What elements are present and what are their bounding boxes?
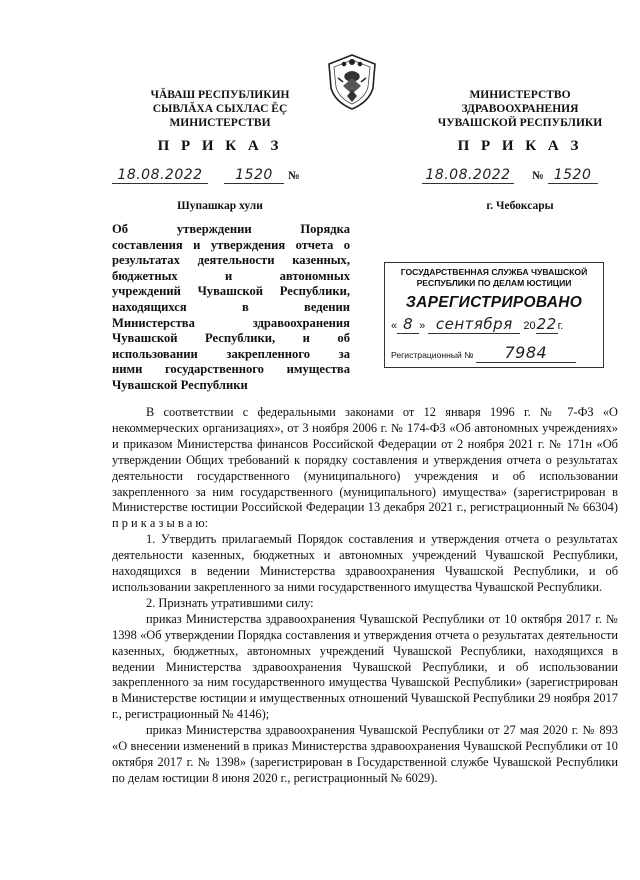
number-sign-right: №: [532, 170, 544, 182]
stamp-reg-row: [391, 343, 599, 363]
stamp-year-suffix: 22: [536, 315, 557, 333]
stamp-date-row: [391, 315, 599, 334]
title-line: Министерства здравоохранения: [112, 315, 350, 330]
number-left: 1520: [224, 167, 284, 184]
body-paragraph: приказ Министерства здравоохранения Чувашской Республики от 10 октября 2017 г. № 1398 «Об утверждении Порядка составления и утверждения отчета о результатах деятельности казенных, бюджетных, автономных учреждений Чувашской Республики, находящихся в ведении Министерства здравоохранения Чувашской Республики, и об использовании закрепленного за ним государственного имущества Чувашской Республики» (зарегистрирован в Министерстве юстиции и имущественных отношений Чувашской Республики 29 ноября 2017 г., регистрационный № 4146);: [112, 611, 618, 722]
header-right-line: ЧУВАШСКОЙ РЕСПУБЛИКИ: [437, 117, 603, 129]
number-right: 1520: [548, 167, 598, 184]
body-paragraph: приказ Министерства здравоохранения Чувашской Республики от 27 мая 2020 г. № 893 «О внесении изменений в приказ Министерства здравоохранения Чувашской Республики от 10 октября 2017 г. № 1398» (зарегистрирован в Государственной службе Чувашской Республики по делам юстиции 8 июня 2020 г., регистрационный № 6029).: [112, 723, 618, 785]
title-line: ними государственного имущества: [112, 362, 350, 377]
title-line: бюджетных и автономных: [112, 268, 350, 283]
date-number-left: [112, 166, 322, 184]
date-right: 18.08.2022: [422, 167, 514, 184]
order-word-left: П Р И К А З: [157, 138, 283, 154]
stamp-authority-line: РЕСПУБЛИКИ ПО ДЕЛАМ ЮСТИЦИИ: [416, 278, 572, 288]
title-line: составления и утверждения отчета о: [112, 237, 350, 252]
header-left-line: МИНИСТЕРСТВИ: [169, 117, 271, 129]
city-left: Шупашкар хули: [177, 200, 263, 212]
title-line: находящихся в ведении: [112, 299, 350, 314]
stamp-authority-line: ГОСУДАРСТВЕННАЯ СЛУЖБА ЧУВАШСКОЙ: [400, 267, 588, 277]
stamp-reg-label: Регистрационный №: [391, 350, 474, 360]
header-left-line: СЫВЛĂХА СЫХЛАС ĔÇ: [152, 103, 288, 115]
date-number-right: [422, 166, 622, 184]
stamp-year-prefix: 20: [523, 320, 536, 332]
body-paragraph: В соответствии с федеральными законами от 12 января 1996 г. № 7-ФЗ «О некоммерческих организациях», от 3 ноября 2006 г. № 174-ФЗ «Об автономных учреждениях» и приказом Министерства финансов Российской Федерации от 2 ноября 2021 г. № 171н «Об утверждении Общих требований к порядку составления и утверждения отчета о результатах деятельности государственного (муниципального) учреждения и об использовании закрепленного за ним государственного (муниципального) имущества» (зарегистрирован в Министерстве юстиции Российской Федерации 13 декабря 2021 г., регистрационный № 66304) п р и к а з ы в а ю:: [112, 405, 618, 531]
registration-stamp: [384, 262, 604, 368]
title-line: учреждений Чувашской Республики,: [112, 284, 350, 299]
date-left: 18.08.2022: [112, 167, 208, 184]
header-left: [120, 88, 320, 130]
stamp-quote-open: «: [391, 320, 398, 332]
chuvash-emblem: [325, 52, 379, 112]
order-word-right: П Р И К А З: [457, 138, 583, 154]
stamp-day: 8: [397, 315, 419, 334]
header-right: [420, 88, 620, 130]
stamp-reg-number: 7984: [476, 343, 576, 363]
stamp-month: сентября: [428, 315, 520, 334]
header-right-line: ЗДРАВООХРАНЕНИЯ: [461, 103, 579, 115]
stamp-year-unit: г.: [557, 320, 564, 332]
header-right-line: МИНИСТЕРСТВО: [469, 89, 571, 101]
stamp-registered: ЗАРЕГИСТРИРОВАНО: [405, 294, 583, 311]
stamp-quote-close: »: [419, 320, 426, 332]
body-paragraph: 2. Признать утратившими силу:: [146, 595, 314, 610]
title-line: использовании закрепленного за: [112, 346, 350, 361]
title-line: Чувашской Республики, и об: [112, 331, 350, 346]
stamp-authority: [385, 267, 603, 289]
title-line: Чувашской Республики: [112, 377, 248, 392]
number-sign-left: №: [288, 170, 300, 182]
order-body: [112, 405, 618, 787]
city-right: г. Чебоксары: [486, 200, 554, 212]
order-title: [112, 222, 350, 394]
header-left-line: ЧĂВАШ РЕСПУБЛИКИН: [150, 89, 290, 101]
title-line: результатах деятельности казенных,: [112, 253, 350, 268]
body-paragraph: 1. Утвердить прилагаемый Порядок составления и утверждения отчета о результатах деятельности казенных, бюджетных и автономных учреждений Чувашской Республики, находящихся в ведении Министерства здравоохранения Чувашской Республики, и об использовании закрепленного за ними государственного имущества Чувашской Республики.: [112, 532, 618, 594]
title-line: Об утверждении Порядка: [112, 222, 350, 236]
